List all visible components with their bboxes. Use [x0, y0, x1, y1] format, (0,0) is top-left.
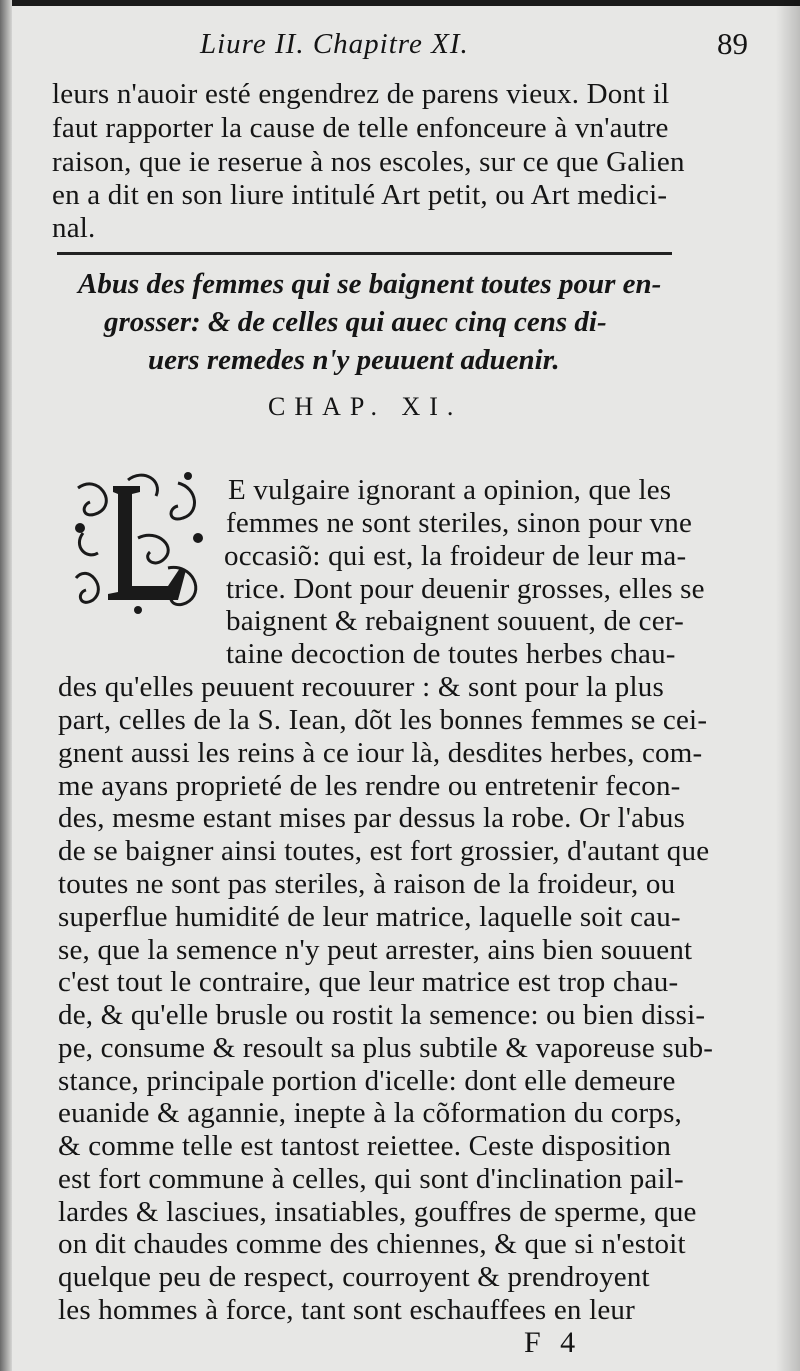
body-line: est fort commune à celles, qui sont d'inclination pail- [58, 1163, 684, 1195]
body-line: pe, consume & resoult sa plus subtile & vaporeuse sub- [58, 1032, 714, 1064]
intro-line: nal. [52, 212, 96, 244]
body-line: superflue humidité de leur matrice, laquelle soit cau- [58, 901, 681, 933]
body-line: on dit chaudes comme des chiennes, & que si n'estoit [58, 1228, 686, 1260]
page-gutter-shadow [0, 0, 12, 1371]
page-top-edge [0, 0, 800, 6]
body-line: gnent aussi les reins à ce iour là, desdites herbes, com- [58, 737, 703, 769]
intro-line: en a dit en son liure intitulé Art petit, ou Art medici- [52, 179, 668, 211]
body-line: stance, principale portion d'icelle: dont elle demeure [58, 1065, 676, 1097]
intro-line: raison, que ie reserue à nos escoles, sur ce que Galien [52, 146, 685, 178]
body-line: se, que la semence n'y peut arrester, ains bien souuent [58, 934, 693, 966]
page-number: 89 [717, 26, 748, 61]
body-line: toutes ne sont pas steriles, à raison de la froideur, ou [58, 868, 676, 900]
body-line: baignent & rebaignent souuent, de cer- [226, 605, 684, 637]
body-line: trice. Dont pour deuenir grosses, elles se [226, 573, 705, 605]
chapter-title-line: Abus des femmes qui se baignent toutes pour en- [78, 268, 662, 300]
body-line: occasiõ: qui est, la froideur de leur ma- [224, 540, 687, 572]
body-line: des qu'elles peuuent recouurer : & sont pour la plus [58, 671, 664, 703]
chapter-label: CHAP. XI. [268, 392, 463, 421]
body-line: les hommes à force, tant sont eschauffees en leur [58, 1294, 635, 1326]
body-line: quelque peu de respect, courroyent & prendroyent [58, 1261, 650, 1293]
chapter-title-line: uers remedes n'y peuuent aduenir. [148, 344, 560, 376]
body-line: des, mesme estant mises par dessus la robe. Or l'abus [58, 802, 686, 834]
chapter-title-line: grosser: & de celles qui auec cinq cens di- [104, 306, 607, 338]
body-line: lardes & lasciues, insatiables, gouffres de sperme, que [58, 1196, 697, 1228]
running-head: Liure II. Chapitre XI. [200, 28, 469, 60]
body-line: euanide & agannie, inepte à la cõformation du corps, [58, 1097, 683, 1129]
body-line: de, & qu'elle brusle ou rostit la semence: ou bien dissi- [58, 999, 706, 1031]
body-line: part, celles de la S. Iean, dõt les bonnes femmes se cei- [58, 704, 708, 736]
intro-line: faut rapporter la cause de telle enfonceure à vn'autre [52, 112, 669, 144]
body-line: taine decoction de toutes herbes chau- [226, 638, 676, 670]
body-line: de se baigner ainsi toutes, est fort grossier, d'autant que [58, 835, 710, 867]
page-edge-shadow [776, 0, 800, 1371]
body-line: me ayans proprieté de les rendre ou entretenir fecon- [58, 770, 681, 802]
signature-mark: F 4 [524, 1326, 582, 1359]
body-line: & comme telle est tantost reiettee. Ceste disposition [58, 1130, 672, 1162]
body-line: c'est tout le contraire, que leur matrice est trop chau- [58, 966, 679, 998]
ornamental-dropcap [68, 468, 210, 618]
body-line: femmes ne sont steriles, sinon pour vne [226, 507, 693, 539]
svg-text:L: L [120, 560, 121, 561]
body-line: E vulgaire ignorant a opinion, que les [228, 474, 672, 506]
intro-line: leurs n'auoir esté engendrez de parens vieux. Dont il [52, 78, 670, 110]
section-divider-rule [57, 252, 672, 255]
